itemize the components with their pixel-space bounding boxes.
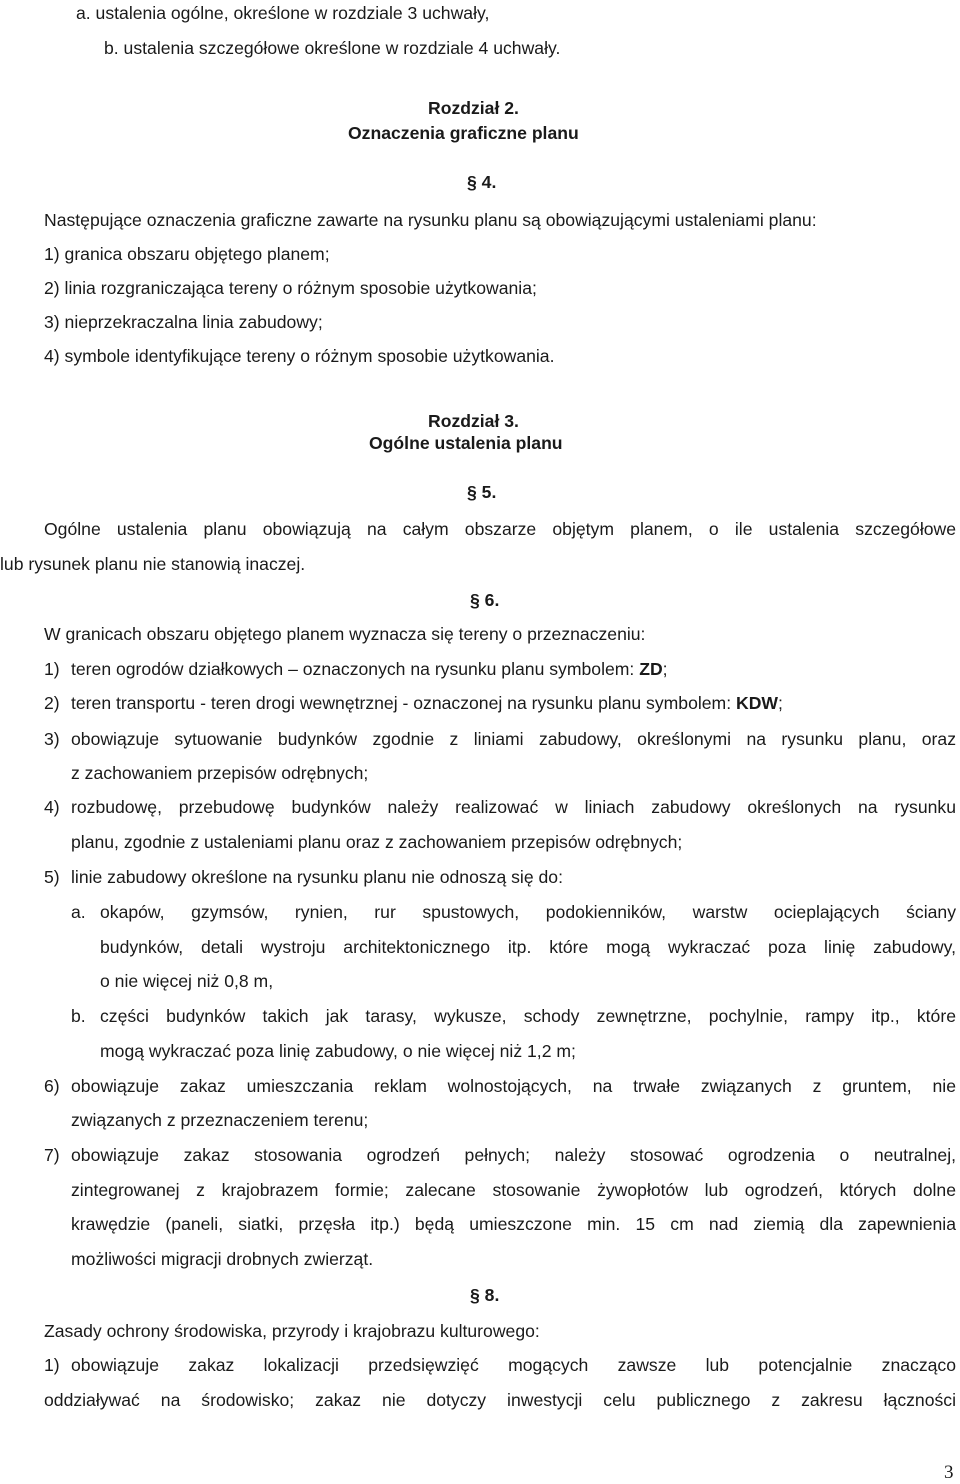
item-5a-number: a. — [71, 902, 86, 922]
item-5-number: 5) — [44, 867, 60, 887]
item-7-line-1: obowiązuje zakaz stosowania ogrodzeń pełnych; należy stosować ogrodzenia o neutralnej, — [71, 1145, 956, 1165]
item-2-number: 2) — [44, 693, 60, 713]
section-4-item-1: 1) granica obszaru objętego planem; — [44, 244, 330, 264]
item-6-line-2: związanych z przeznaczeniem terenu; — [71, 1110, 369, 1130]
section-6-mark: § 6. — [470, 590, 500, 610]
item-2-text — [71, 692, 783, 714]
section-5-line-2: lub rysunek planu nie stanowią inaczej. — [0, 554, 306, 574]
item-7-number: 7) — [44, 1145, 60, 1165]
item-7-line-3: krawędzie (paneli, siatki, przęsła itp.) będą umieszczone min. 15 cm nad ziemią dla zapewnienia — [71, 1214, 956, 1234]
item-4-number: 4) — [44, 797, 60, 817]
section-8-mark: § 8. — [470, 1285, 500, 1305]
section-4-mark: § 4. — [467, 172, 497, 192]
item-5a-line-3: o nie więcej niż 0,8 m, — [100, 971, 274, 991]
item-4-line-2: planu, zgodnie z ustaleniami planu oraz z zachowaniem przepisów odrębnych; — [71, 832, 683, 852]
item-3-line-1: obowiązuje sytuowanie budynków zgodnie z liniami zabudowy, określonymi na rysunku planu, oraz — [71, 729, 956, 749]
item-4-line-1: rozbudowę, przebudowę budynków należy realizować w liniach zabudowy określonych na rysunku — [71, 797, 956, 817]
section-8-item-1-number: 1) — [44, 1355, 60, 1375]
item-5b-line-2: mogą wykraczać poza linię zabudowy, o nie więcej niż 1,2 m; — [100, 1041, 576, 1061]
section-8-item-1-line-1: obowiązuje zakaz lokalizacji przedsięwzięć mogących zawsze lub potencjalnie znacząco — [71, 1355, 956, 1375]
item-7-line-2: zintegrowanej z krajobrazem formie; zalecane stosowanie żywopłotów lub ogrodzeń, których dolne — [71, 1180, 956, 1200]
item-5a-line-2: budynków, detali wystroju architektonicznego itp. które mogą wykraczać poza linię zabudowy, — [100, 937, 956, 957]
item-2-symbol: KDW — [736, 693, 779, 713]
item-1-end: ; — [662, 659, 668, 679]
section-4-item-3: 3) nieprzekraczalna linia zabudowy; — [44, 312, 323, 332]
section-5-line-1: Ogólne ustalenia planu obowiązują na całym obszarze objętym planem, o ile ustalenia szczegółowe — [44, 519, 956, 539]
section-8-intro: Zasady ochrony środowiska, przyrody i krajobrazu kulturowego: — [44, 1321, 540, 1341]
item-2-end: ; — [778, 693, 783, 713]
list-item-a: a. ustalenia ogólne, określone w rozdziale 3 uchwały, — [76, 3, 490, 23]
section-5-mark: § 5. — [467, 482, 497, 502]
item-5b-number: b. — [71, 1006, 86, 1026]
item-3-line-2: z zachowaniem przepisów odrębnych; — [71, 763, 369, 783]
section-4-item-2: 2) linia rozgraniczająca tereny o różnym sposobie użytkowania; — [44, 278, 537, 298]
item-1-text — [71, 658, 668, 680]
section-4-item-4: 4) symbole identyfikujące tereny o różnym sposobie użytkowania. — [44, 346, 555, 366]
item-1-symbol: ZD — [639, 659, 663, 679]
item-2-body: teren transportu - teren drogi wewnętrznej - oznaczonej na rysunku planu symbolem: — [71, 693, 736, 713]
chapter-3-title: Ogólne ustalenia planu — [369, 433, 563, 453]
item-6-number: 6) — [44, 1076, 60, 1096]
item-1-number: 1) — [44, 659, 60, 679]
list-item-b: b. ustalenia szczegółowe określone w rozdziale 4 uchwały. — [104, 38, 561, 58]
section-4-intro: Następujące oznaczenia graficzne zawarte na rysunku planu są obowiązującymi ustaleniami planu: — [44, 210, 817, 230]
item-1-body: teren ogrodów działkowych – oznaczonych na rysunku planu symbolem: — [71, 659, 640, 679]
item-6-line-1: obowiązuje zakaz umieszczania reklam wolnostojących, na trwałe związanych z gruntem, nie — [71, 1076, 956, 1096]
chapter-2-title: Oznaczenia graficzne planu — [348, 123, 579, 143]
chapter-2-number: Rozdział 2. — [428, 98, 519, 118]
chapter-3-number: Rozdział 3. — [428, 411, 519, 431]
page-number: 3 — [944, 1462, 954, 1483]
section-6-intro: W granicach obszaru objętego planem wyznacza się tereny o przeznaczeniu: — [44, 624, 646, 644]
item-5a-line-1: okapów, gzymsów, rynien, rur spustowych, podokienników, warstw ocieplających ściany — [100, 902, 956, 922]
item-7-line-4: możliwości migracji drobnych zwierząt. — [71, 1249, 374, 1269]
section-8-item-1-line-2: oddziaływać na środowisko; zakaz nie dotyczy inwestycji celu publicznego z zakresu łączności — [44, 1390, 956, 1410]
item-5b-line-1: części budynków takich jak tarasy, wykusze, schody zewnętrzne, pochylnie, rampy itp., które — [100, 1006, 956, 1026]
item-5-line-1: linie zabudowy określone na rysunku planu nie odnoszą się do: — [71, 867, 563, 887]
item-3-number: 3) — [44, 729, 60, 749]
